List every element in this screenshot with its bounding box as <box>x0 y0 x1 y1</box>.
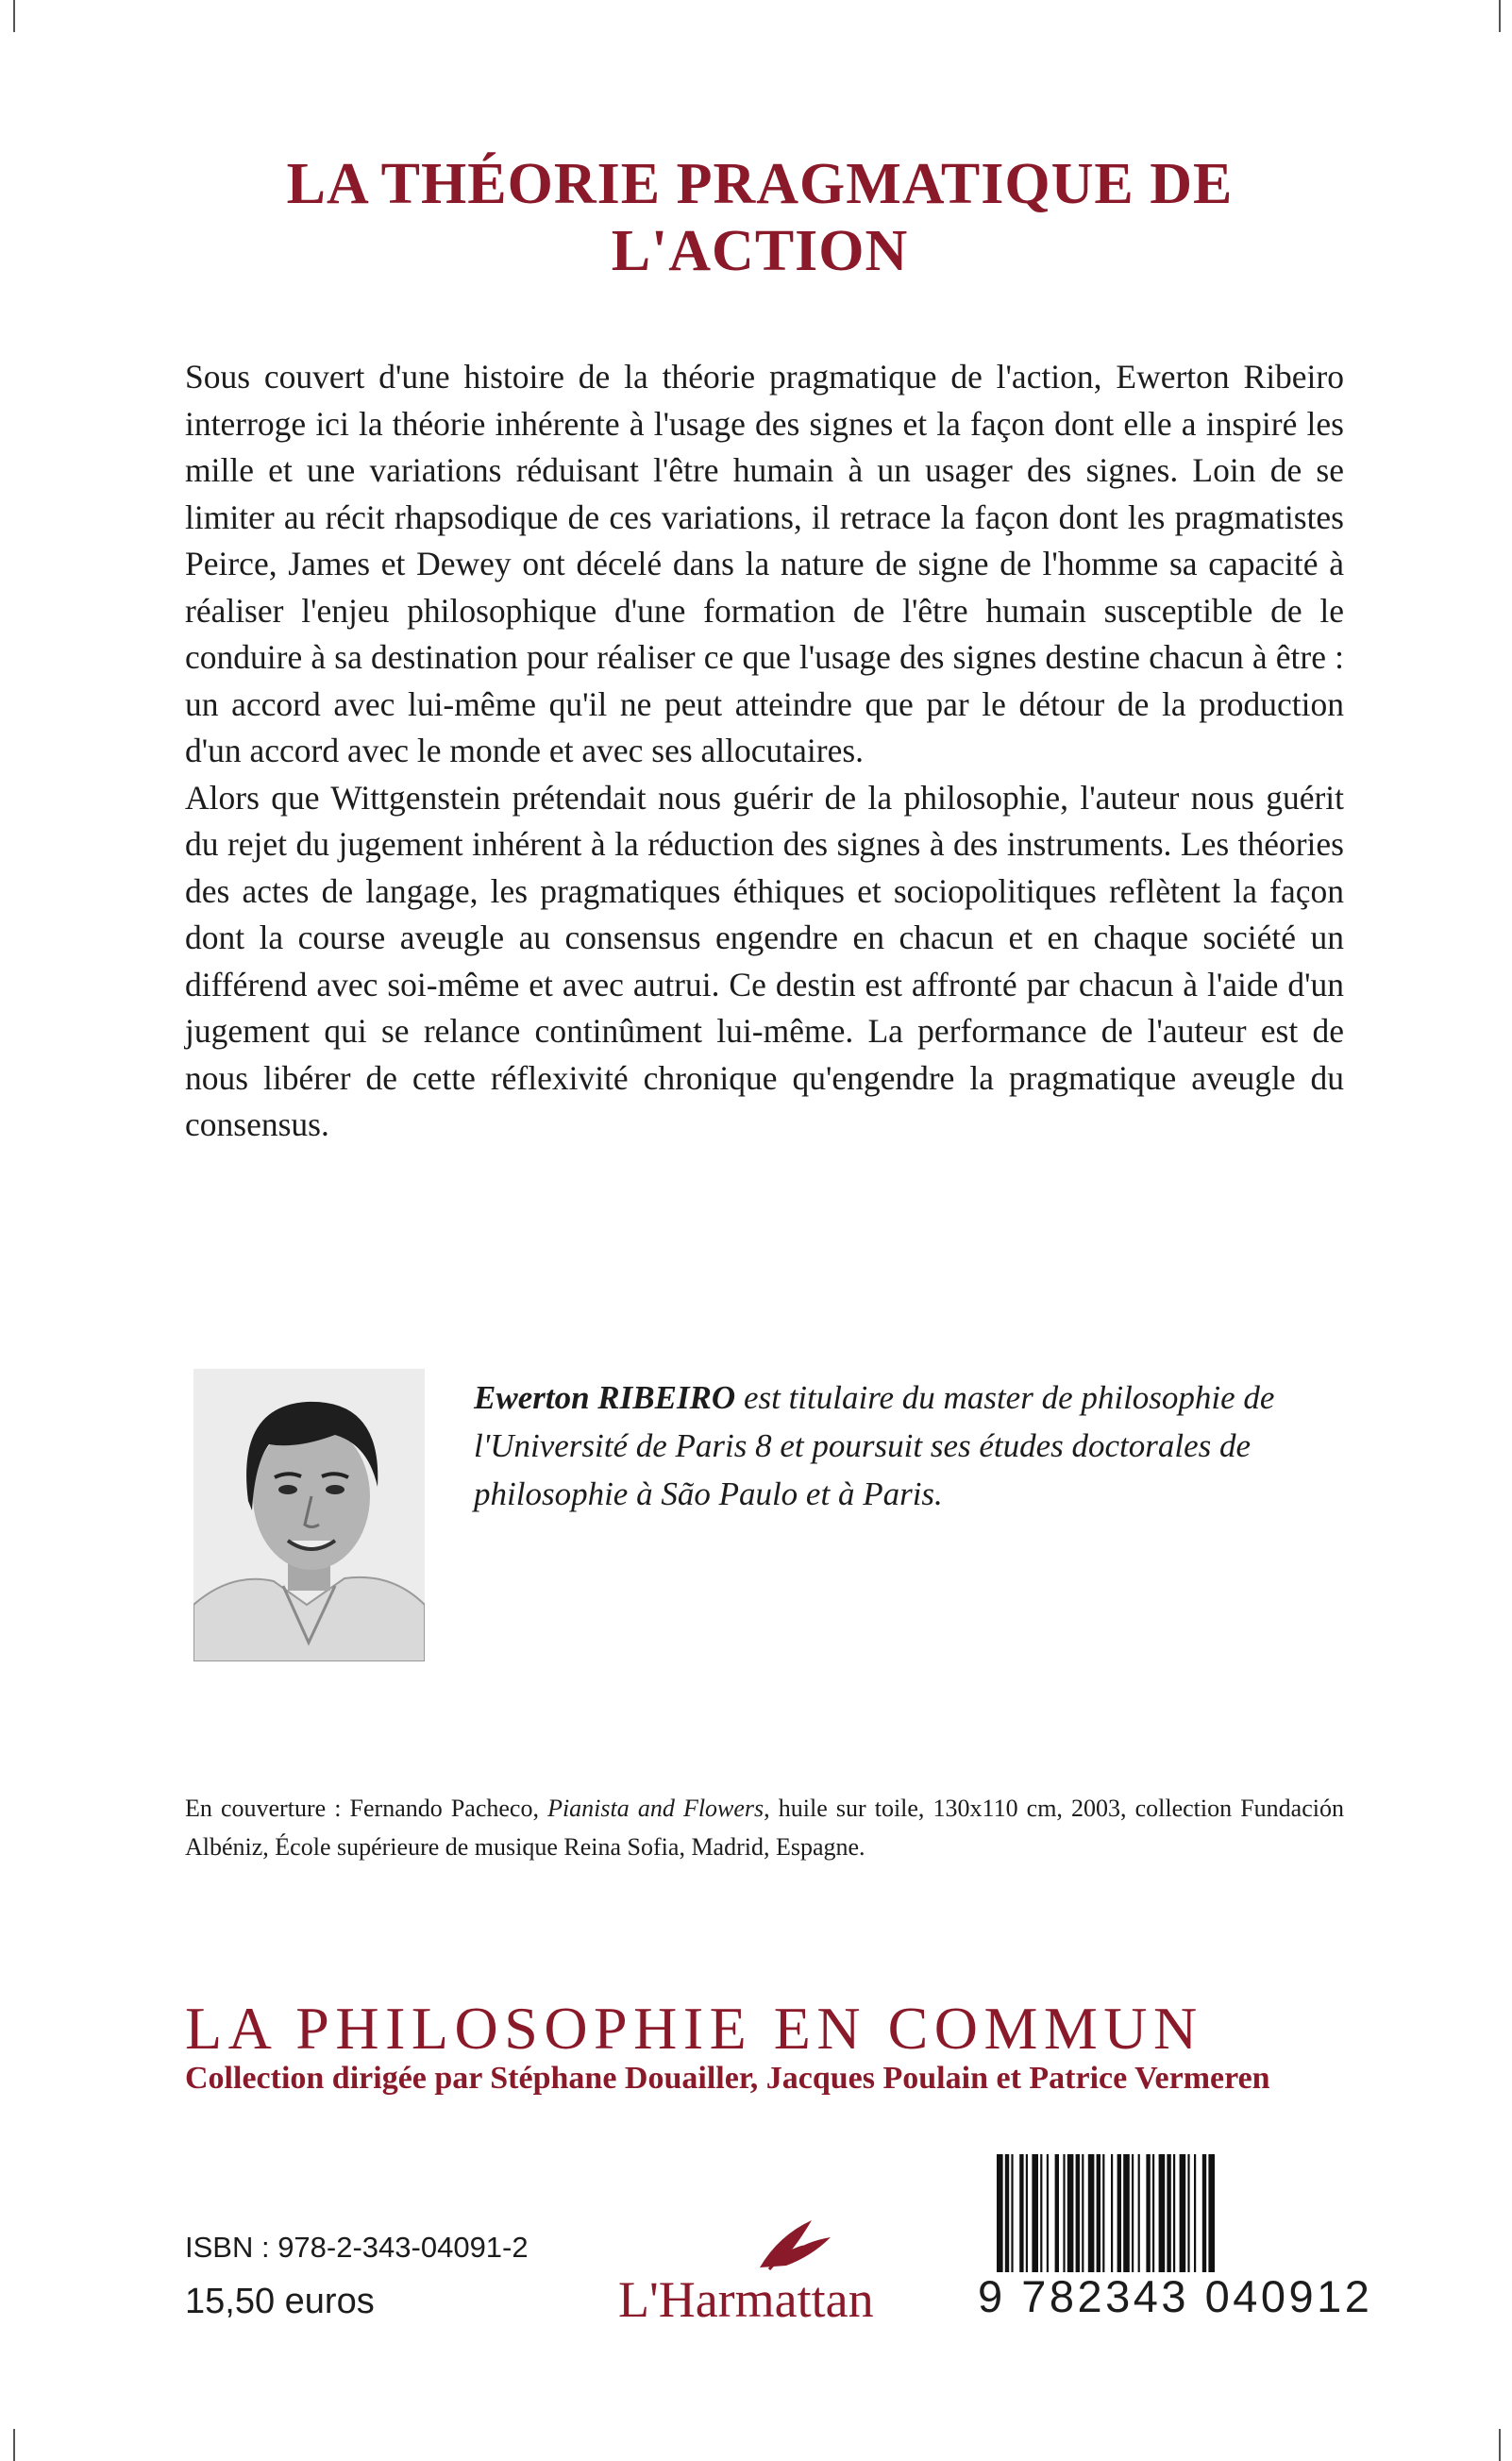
barcode-bar <box>1117 2154 1121 2272</box>
barcode-bar <box>1097 2154 1100 2272</box>
series-editors: Collection dirigée par Stéphane Douailler, Jacques Poulain et Patrice Vermeren <box>185 2061 1270 2096</box>
cover-credit-prefix: En couverture : Fernando Pacheco, <box>185 1795 548 1822</box>
summary-paragraph: Sous couvert d'une histoire de la théorie pragmatique de l'action, Ewerton Ribeiro interroge ici la théorie inhérente à l'usage des signes et la façon dont elle a inspiré les mille et une variations réduisant l'être humain à un usager des signes. Loin de se limiter au récit rhapsodique de ces variations, il retrace la façon dont les pragmatistes Peirce, James et Dewey ont décelé dans la nature de signe de l'homme sa capacité à réaliser l'enjeu philosophique d'une formation de l'être humain susceptible de le conduire à sa destination pour réaliser ce que l'usage des signes destine chacun à être : un accord avec lui-même qu'il ne peut atteindre que par le détour de la production d'un accord avec le monde et avec ses allocutaires. <box>185 358 1344 769</box>
barcode-bar <box>1187 2154 1189 2272</box>
barcode-bar <box>1047 2154 1049 2272</box>
barcode-bar <box>1180 2154 1186 2272</box>
crop-mark-top-right <box>1499 0 1501 32</box>
crop-mark-top-left <box>13 0 15 32</box>
barcode-bar <box>1067 2154 1074 2272</box>
barcode-bar <box>1173 2154 1175 2272</box>
barcode-bar <box>1167 2154 1170 2272</box>
author-bio <box>474 1374 1344 1518</box>
barcode-bar <box>1076 2154 1080 2272</box>
author-bio-text: est titulaire du master de philosophie de l'Université de Paris 8 et poursuit ses études doctorales de philosophie à São Paulo et à Paris. <box>474 1379 1275 1512</box>
cover-credit <box>185 1789 1344 1866</box>
barcode-bar <box>1040 2154 1042 2272</box>
barcode-bar <box>1138 2154 1140 2272</box>
barcode-bar <box>1026 2154 1028 2272</box>
publisher-name: L'Harmattan <box>618 2271 874 2328</box>
barcode-bar <box>1146 2154 1150 2272</box>
barcode-bar <box>1032 2154 1038 2272</box>
barcode-bar <box>1055 2154 1059 2272</box>
series-name: LA PHILOSOPHIE EN COMMUN <box>185 1995 1203 2062</box>
crop-mark-bottom-right <box>1499 2429 1501 2461</box>
author-name: Ewerton RIBEIRO <box>474 1379 736 1416</box>
summary-paragraph: Alors que Wittgenstein prétendait nous guérir de la philosophie, l'auteur nous guérit du rejet du jugement inhérent à la réduction des signes à des instruments. Les théories des actes de langage, les pragmatiques éthiques et sociopolitiques reflètent la façon dont la course aveugle au consensus engendre en chacun et en chaque société un différend avec soi-même et avec autrui. Ce destin est affronté par chacun à l'aide d'un jugement qui se relance continûment lui-même. La performance de l'auteur est de nous libérer de cette réflexivité chronique qu'engendre la pragmatique aveugle du consensus. <box>185 778 1344 1143</box>
barcode-bar <box>1082 2154 1084 2272</box>
barcode-bar <box>1194 2154 1196 2272</box>
barcode-bar <box>1123 2154 1130 2272</box>
isbn: ISBN : 978-2-343-04091-2 <box>185 2231 529 2264</box>
barcode-bar <box>1132 2154 1134 2272</box>
barcode-bar <box>1152 2154 1154 2272</box>
author-photo <box>193 1369 425 1661</box>
barcode-bar <box>997 2154 1003 2272</box>
barcode-number: 9 782343 040912 <box>978 2271 1373 2321</box>
crop-mark-bottom-left <box>13 2429 15 2461</box>
barcode-bar <box>1019 2154 1023 2272</box>
barcode-bar <box>1159 2154 1166 2272</box>
barcode-bar <box>1102 2154 1104 2272</box>
barcode-bar <box>1005 2154 1009 2272</box>
barcode-bar <box>1111 2154 1113 2272</box>
barcode-bar <box>1208 2154 1215 2272</box>
book-summary <box>185 354 1344 1149</box>
cover-artwork-title: Pianista and Flowers <box>547 1795 764 1822</box>
price: 15,50 euros <box>185 2282 375 2321</box>
book-title: LA THÉORIE PRAGMATIQUE DE L'ACTION <box>286 152 1234 283</box>
barcode-bar <box>1088 2154 1095 2272</box>
barcode-bar <box>1011 2154 1013 2272</box>
cover-credit-details: , huile sur toile, 130x110 cm, 2003, collection Fundación Albéniz, École supérieure de musique Reina Sofia, Madrid, Espagne. <box>185 1795 1344 1861</box>
barcode-bar <box>1202 2154 1206 2272</box>
barcode-bar <box>1063 2154 1065 2272</box>
